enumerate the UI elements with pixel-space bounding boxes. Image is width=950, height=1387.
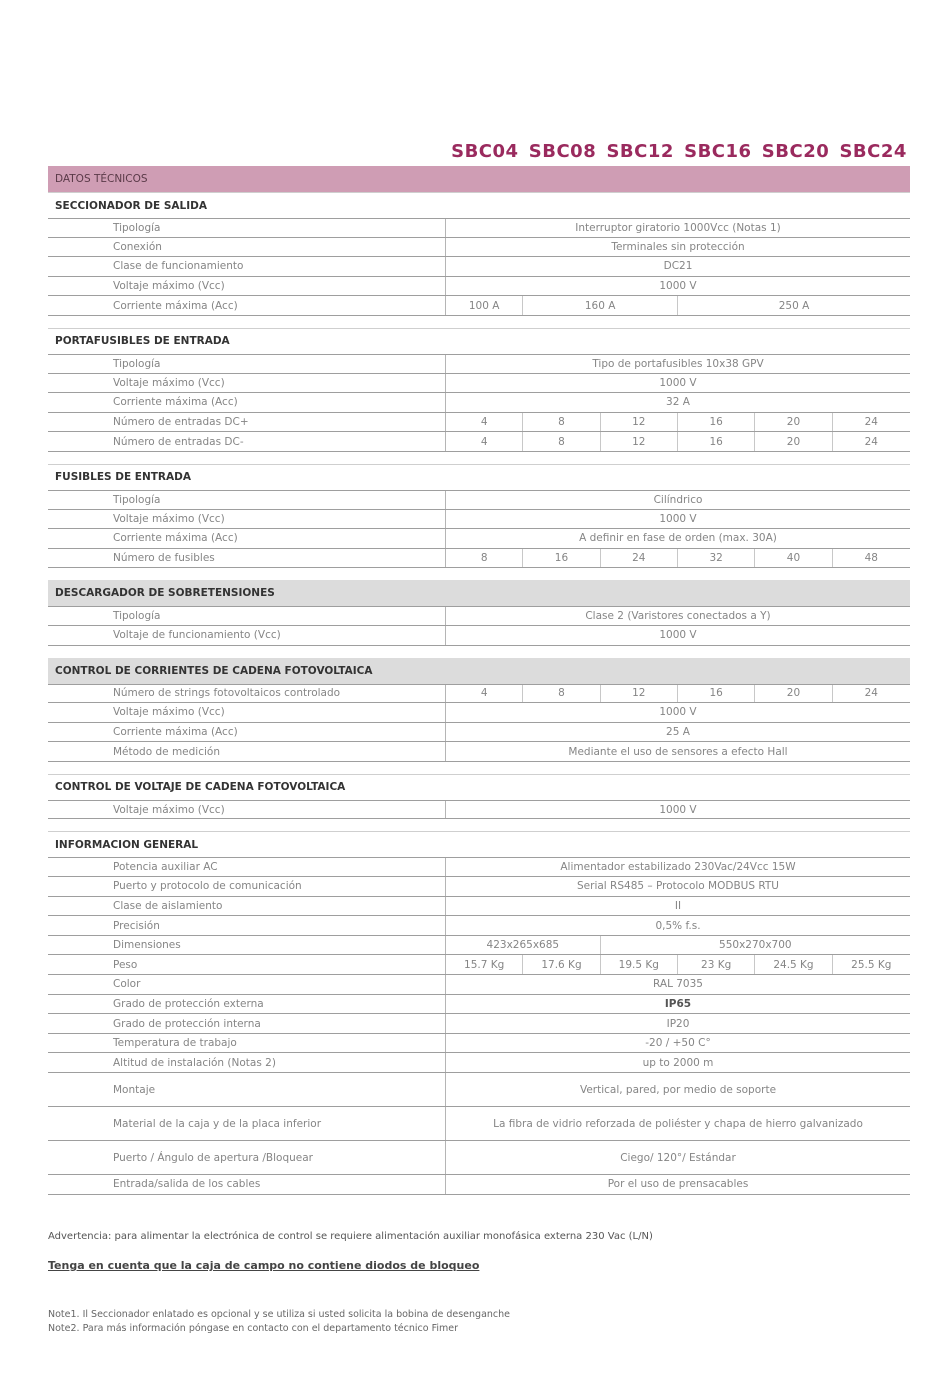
spec-value: Cilíndrico	[653, 493, 703, 506]
spec-value: 24	[601, 549, 678, 568]
spec-row	[48, 742, 910, 762]
spec-value: 0,5% f.s.	[655, 919, 701, 932]
spec-value: 16	[678, 413, 755, 432]
spec-value: II	[674, 899, 682, 912]
spec-value: 1000 V	[659, 512, 697, 525]
spec-label: Conexión	[48, 238, 446, 257]
spec-label: Grado de protección interna	[48, 1014, 446, 1033]
spec-value: 12	[601, 413, 678, 432]
spec-value: 4	[446, 413, 523, 432]
section-spacer	[48, 316, 910, 328]
spec-value: 24	[864, 687, 878, 700]
spec-value: IP65	[664, 997, 692, 1010]
spec-label: Grado de protección externa	[48, 995, 446, 1014]
spec-value: A definir en fase de orden (max. 30A)	[579, 532, 777, 545]
spec-row	[48, 218, 910, 238]
spec-value: 1000 V	[659, 629, 697, 642]
datos-tecnicos-header: DATOS TÉCNICOS	[48, 166, 910, 192]
spec-value: 20	[755, 685, 832, 703]
spec-value: 24	[864, 416, 878, 429]
spec-label: Temperatura de trabajo	[48, 1034, 446, 1053]
spec-row	[48, 238, 910, 258]
spec-value: 32	[678, 549, 755, 568]
spec-value: 25 A	[666, 725, 690, 738]
note-1: Note1. Il Seccionador enlatado es opcional y se utiliza si usted solicita la bobina de desenganche	[48, 1309, 511, 1320]
spec-row	[48, 490, 910, 510]
spec-value: 8	[523, 685, 600, 703]
spec-values	[446, 1175, 910, 1194]
spec-row	[48, 510, 910, 530]
section-spacer	[48, 568, 910, 580]
spec-value: 160 A	[523, 296, 678, 315]
spec-values	[446, 510, 910, 529]
spec-value: 423x265x685	[446, 936, 601, 955]
model-name: SBC16	[684, 141, 752, 162]
spec-value: 25.5 Kg	[851, 958, 892, 971]
spec-label: Tipología	[48, 607, 446, 625]
spec-label: Método de medición	[48, 742, 446, 761]
spec-label: Puerto y protocolo de comunicación	[48, 877, 446, 896]
spec-values	[446, 1107, 910, 1140]
spec-label: Clase de funcionamiento	[48, 257, 446, 276]
spec-label: Número de entradas DC+	[48, 413, 446, 432]
spec-value: 17.6 Kg	[523, 955, 600, 974]
spec-label: Tipología	[48, 219, 446, 237]
spec-values	[446, 955, 910, 974]
spec-value: IP20	[666, 1017, 690, 1030]
spec-values	[446, 742, 910, 761]
spec-row	[48, 393, 910, 413]
spec-values	[446, 1141, 910, 1174]
section-title: FUSIBLES DE ENTRADA	[48, 464, 910, 490]
spec-row	[48, 857, 910, 877]
spec-values	[446, 723, 910, 742]
spec-values	[446, 257, 910, 276]
spec-row	[48, 277, 910, 297]
section-spacer	[48, 819, 910, 831]
spec-label: Dimensiones	[48, 936, 446, 955]
spec-value: 8	[523, 432, 600, 451]
spec-value: Ciego/ 120°/ Estándar	[620, 1151, 736, 1164]
spec-values	[446, 877, 910, 896]
spec-value: 24	[864, 435, 878, 448]
spec-label: Color	[48, 975, 446, 994]
spec-row	[48, 1014, 910, 1034]
spec-value: 20	[755, 432, 832, 451]
spec-label: Potencia auxiliar AC	[48, 858, 446, 876]
spec-row	[48, 1141, 910, 1175]
spec-value: Vertical, pared, por medio de soporte	[579, 1083, 777, 1096]
spec-values	[446, 393, 910, 412]
spec-values	[446, 936, 910, 955]
sections-container	[48, 192, 910, 1195]
model-name: SBC24	[839, 141, 907, 162]
spec-value: -20 / +50 C°	[645, 1037, 711, 1050]
section-title: SECCIONADOR DE SALIDA	[48, 192, 910, 218]
spec-row	[48, 549, 910, 569]
spec-value: Tipo de portafusibles 10x38 GPV	[592, 357, 764, 370]
spec-values	[446, 296, 910, 315]
section-title: DESCARGADOR DE SOBRETENSIONES	[48, 580, 910, 606]
model-name: SBC20	[761, 141, 830, 162]
spec-label: Material de la caja y de la placa inferior	[48, 1107, 446, 1140]
spec-values	[446, 626, 910, 645]
spec-value: 16	[678, 432, 755, 451]
spec-label: Puerto / Ángulo de apertura /Bloquear	[48, 1141, 446, 1174]
spec-value: RAL 7035	[653, 978, 703, 991]
spec-value: 40	[755, 549, 832, 568]
spec-values	[446, 413, 910, 432]
spec-value: 8	[446, 549, 523, 568]
spec-label: Montaje	[48, 1073, 446, 1106]
section-spacer	[48, 452, 910, 464]
spec-value: Clase 2 (Varistores conectados a Y)	[585, 610, 771, 623]
spec-row	[48, 703, 910, 723]
spec-row	[48, 374, 910, 394]
spec-values	[446, 607, 910, 625]
spec-value: 20	[755, 413, 832, 432]
spec-label: Voltaje de funcionamiento (Vcc)	[48, 626, 446, 645]
spec-value: Mediante el uso de sensores a efecto Hall	[568, 745, 788, 758]
spec-value: 23 Kg	[678, 955, 755, 974]
spec-value: 100 A	[446, 296, 523, 315]
spec-row	[48, 626, 910, 646]
spec-value: 8	[523, 413, 600, 432]
spec-row	[48, 1053, 910, 1073]
spec-value: Interruptor giratorio 1000Vcc (Notas 1)	[575, 221, 781, 234]
spec-values	[446, 858, 910, 876]
spec-row	[48, 995, 910, 1015]
spec-label: Número de fusibles	[48, 549, 446, 568]
spec-label: Número de strings fotovoltaicos controlado	[48, 685, 446, 703]
spec-values	[446, 916, 910, 935]
spec-values	[446, 1073, 910, 1106]
spec-row	[48, 296, 910, 316]
spec-values	[446, 355, 910, 373]
spec-value: Por el uso de prensacables	[607, 1178, 749, 1191]
spec-value: 32 A	[666, 396, 690, 409]
spec-value: 48	[864, 552, 878, 565]
spec-values	[446, 1053, 910, 1072]
spec-row	[48, 413, 910, 433]
spec-label: Número de entradas DC-	[48, 432, 446, 451]
spec-value: Alimentador estabilizado 230Vac/24Vcc 15W	[560, 861, 796, 874]
warning-text: Advertencia: para alimentar la electrónica de control se requiere alimentación auxiliar monofásica externa 230 Vac (L/N)	[48, 1231, 653, 1242]
spec-value: up to 2000 m	[642, 1056, 714, 1069]
spec-values	[446, 1014, 910, 1033]
spec-row	[48, 955, 910, 975]
spec-value: 4	[446, 685, 523, 703]
spec-value: La fibra de vidrio reforzada de poliéster y chapa de hierro galvanizado	[493, 1117, 863, 1130]
spec-row	[48, 800, 910, 820]
spec-label: Corriente máxima (Acc)	[48, 296, 446, 315]
spec-row	[48, 354, 910, 374]
section-title: CONTROL DE CORRIENTES DE CADENA FOTOVOLTAICA	[48, 658, 910, 684]
spec-row	[48, 723, 910, 743]
spec-values	[446, 219, 910, 237]
spec-label: Clase de aislamiento	[48, 897, 446, 916]
spec-values	[446, 801, 910, 819]
spec-row	[48, 1107, 910, 1141]
spec-row	[48, 936, 910, 956]
spec-values	[446, 277, 910, 296]
spec-value: 550x270x700	[719, 939, 792, 952]
spec-label: Altitud de instalación (Notas 2)	[48, 1053, 446, 1072]
spec-values	[446, 549, 910, 568]
spec-label: Voltaje máximo (Vcc)	[48, 277, 446, 296]
spec-label: Tipología	[48, 491, 446, 509]
spec-row	[48, 1175, 910, 1195]
spec-value: DC21	[663, 260, 693, 273]
spec-values	[446, 897, 910, 916]
spec-value: Serial RS485 – Protocolo MODBUS RTU	[577, 880, 779, 893]
spec-values	[446, 1034, 910, 1053]
spec-row	[48, 257, 910, 277]
spec-values	[446, 491, 910, 509]
spec-row	[48, 432, 910, 452]
spec-value: 1000 V	[659, 803, 697, 816]
spec-values	[446, 238, 910, 257]
spec-label: Tipología	[48, 355, 446, 373]
spec-value: 12	[601, 432, 678, 451]
spec-label: Voltaje máximo (Vcc)	[48, 703, 446, 722]
spec-row	[48, 1073, 910, 1107]
spec-label: Voltaje máximo (Vcc)	[48, 374, 446, 393]
spec-row	[48, 529, 910, 549]
spec-values	[446, 374, 910, 393]
spec-row	[48, 606, 910, 626]
technical-data-table	[48, 166, 910, 1195]
section-title: INFORMACION GENERAL	[48, 831, 910, 857]
section-title: PORTAFUSIBLES DE ENTRADA	[48, 328, 910, 354]
model-name: SBC12	[606, 141, 674, 162]
spec-values	[446, 995, 910, 1014]
spec-label: Voltaje máximo (Vcc)	[48, 801, 446, 819]
spec-label: Corriente máxima (Acc)	[48, 393, 446, 412]
model-name: SBC04	[451, 141, 519, 162]
spec-value: 16	[678, 685, 755, 703]
model-header	[446, 138, 912, 166]
spec-value: 1000 V	[659, 280, 697, 293]
section-spacer	[48, 646, 910, 658]
spec-row	[48, 916, 910, 936]
note-2: Note2. Para más información póngase en contacto con el departamento técnico Fimer	[48, 1323, 458, 1334]
spec-value: 250 A	[778, 299, 810, 312]
spec-value: 12	[601, 685, 678, 703]
spec-value: 15.7 Kg	[446, 955, 523, 974]
spec-label: Entrada/salida de los cables	[48, 1175, 446, 1194]
spec-label: Peso	[48, 955, 446, 974]
spec-row	[48, 877, 910, 897]
spec-label: Corriente máxima (Acc)	[48, 723, 446, 742]
spec-values	[446, 529, 910, 548]
spec-label: Voltaje máximo (Vcc)	[48, 510, 446, 529]
spec-value: 24.5 Kg	[755, 955, 832, 974]
spec-value: 16	[523, 549, 600, 568]
spec-values	[446, 975, 910, 994]
spec-label: Corriente máxima (Acc)	[48, 529, 446, 548]
spec-label: Precisión	[48, 916, 446, 935]
section-spacer	[48, 762, 910, 774]
section-title: CONTROL DE VOLTAJE DE CADENA FOTOVOLTAICA	[48, 774, 910, 800]
spec-values	[446, 432, 910, 451]
spec-value: Terminales sin protección	[611, 240, 745, 253]
spec-values	[446, 685, 910, 703]
spec-row	[48, 975, 910, 995]
spec-row	[48, 1034, 910, 1054]
spec-value: 19.5 Kg	[601, 955, 678, 974]
blocking-diodes-notice: Tenga en cuenta que la caja de campo no contiene diodos de bloqueo	[48, 1259, 480, 1272]
spec-row	[48, 897, 910, 917]
spec-values	[446, 703, 910, 722]
spec-value: 1000 V	[659, 706, 697, 719]
model-name: SBC08	[528, 141, 597, 162]
spec-value: 4	[446, 432, 523, 451]
spec-row	[48, 684, 910, 704]
spec-value: 1000 V	[659, 376, 697, 389]
